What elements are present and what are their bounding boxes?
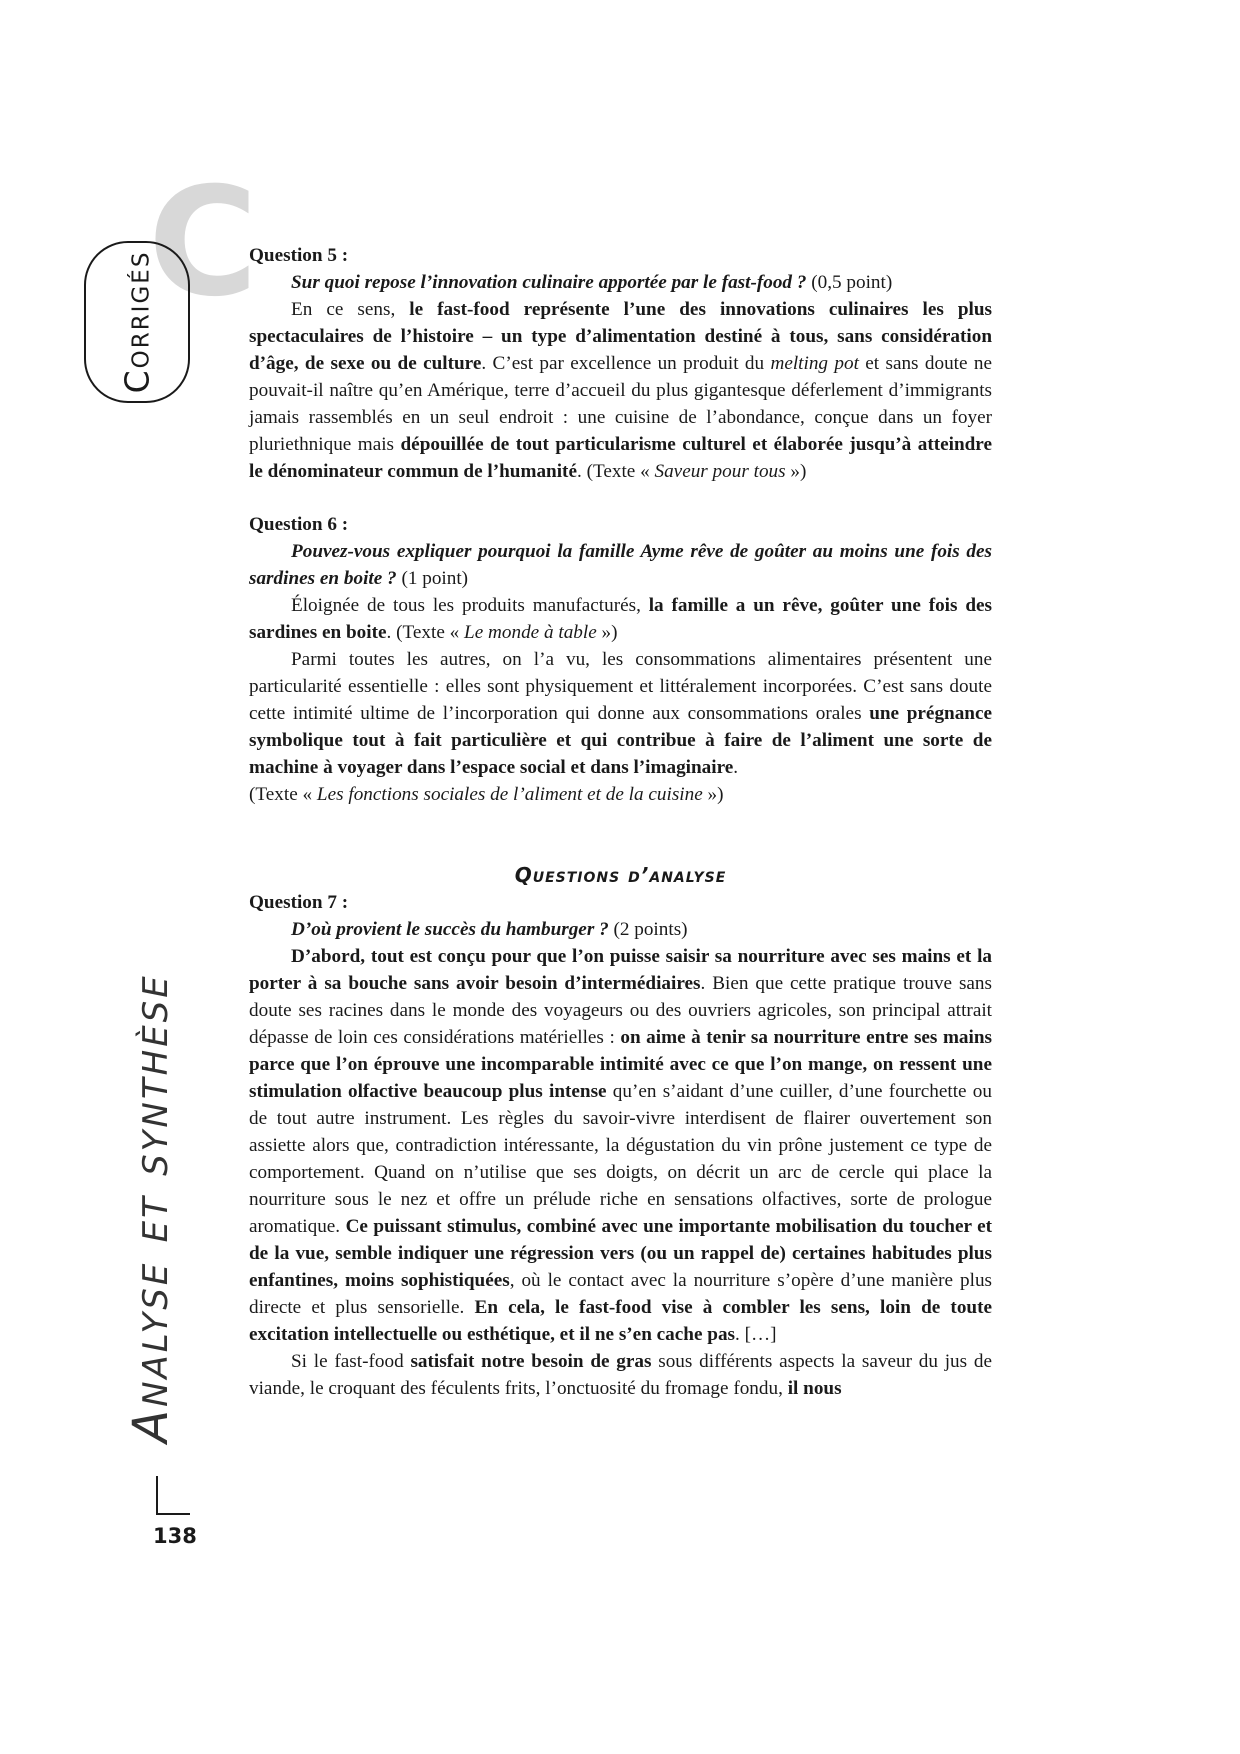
page-corner-mark <box>156 1513 190 1515</box>
section-title: Questions d’analyse <box>514 863 727 887</box>
question-heading: Question 7 : <box>249 892 349 913</box>
answer-paragraph: Si le fast-food satisfait notre besoin de gras sous différents aspects la saveur du jus de viande, le croquant des féculents frits, l’onctuosité du fromage fondu, il nous <box>249 1351 992 1399</box>
answer-paragraph: Parmi toutes les autres, on l’a vu, les consommations alimentaires présentent une particularité essentielle : elles sont physiquement et littéralement incorporées. C’est sans doute cette intimité ultime de l’incorporation qui donne aux consommations orales une prégnance symbolique tout à fait particulière et qui contribue à faire de l’aliment une sorte de machine à voyager dans l’espace social et dans l’imaginaire. <box>249 649 993 778</box>
question-prompt: Sur quoi repose l’innovation culinaire apportée par le fast-food ? (0,5 point) <box>291 272 893 293</box>
source-citation: (Texte « Les fonctions sociales de l’aliment et de la cuisine ») <box>249 784 724 805</box>
question-heading: Question 6 : <box>249 514 349 535</box>
chapter-letter: C <box>148 156 259 330</box>
page-corner-mark <box>156 1476 158 1514</box>
question-prompt: Pouvez-vous expliquer pourquoi la famille Ayme rêve de goûter au moins une fois des sardines en boite ? (1 point) <box>249 541 992 589</box>
answer-paragraph: D’abord, tout est conçu pour que l’on puisse saisir sa nourriture avec ses mains et la porter à sa bouche sans avoir besoin d’intermédiaires. Bien que cette pratique trouve sans doute ses racines dans le monde des voyageurs ou des ouvriers agricoles, son principal attrait dépasse de loin ces considérations matérielles : on aime à tenir sa nourriture entre ses mains parce que l’on éprouve une incomparable intimité avec ce que l’on mange, on ressent une stimulation olfactive beaucoup plus intense qu’en s’aidant d’une cuiller, d’une fourchette ou de tout autre instrument. Les règles du savoir-vivre interdisent de flairer ouvertement son assiette alors que, contradiction intéressante, la dégustation du vin prône justement ce type de comportement. Quand on n’utilise que ses doigts, on décrit un arc de cercle qui place la nourriture sous le nez et offre un prélude riche en sensations olfactives, sorte de prologue aromatique. Ce puissant stimulus, combiné avec une importante mobilisation du toucher et de la vue, semble indiquer une régression vers (ou un rappel de) certaines habitudes plus enfantines, moins sophistiquées, où le contact avec la nourriture s’opère d’une manière plus directe et plus sensorielle. En cela, le fast-food vise à combler les sens, loin de toute excitation intellectuelle ou esthétique, et il ne s’en cache pas. […] <box>249 946 993 1345</box>
answer-paragraph: Éloignée de tous les produits manufacturés, la famille a un rêve, goûter une fois des sardines en boite. (Texte « Le monde à table ») <box>249 595 992 643</box>
question-prompt: D’où provient le succès du hamburger ? (2 points) <box>291 919 688 940</box>
corriges-label: Corrigés <box>117 250 157 394</box>
section-side-title: Analyse et synthèse <box>123 973 179 1443</box>
question-heading: Question 5 : <box>249 245 349 266</box>
answer-paragraph: En ce sens, le fast-food représente l’une des innovations culinaires les plus spectaculaires de l’histoire – un type d’alimentation destiné à tous, sans considération d’âge, de sexe ou de culture. C’est par excellence un produit du melting pot et sans doute ne pouvait-il naître qu’en Amérique, terre d’accueil du plus gigantesque déferlement d’immigrants jamais rassemblés en un seul endroit : une cuisine de l’abondance, conçue dans un foyer pluriethnique mais dépouillée de tout particularisme culturel et élaborée jusqu’à atteindre le dénominateur commun de l’humanité. (Texte « Saveur pour tous ») <box>249 299 992 482</box>
page-number: 138 <box>153 1524 197 1548</box>
main-text <box>249 242 992 1402</box>
